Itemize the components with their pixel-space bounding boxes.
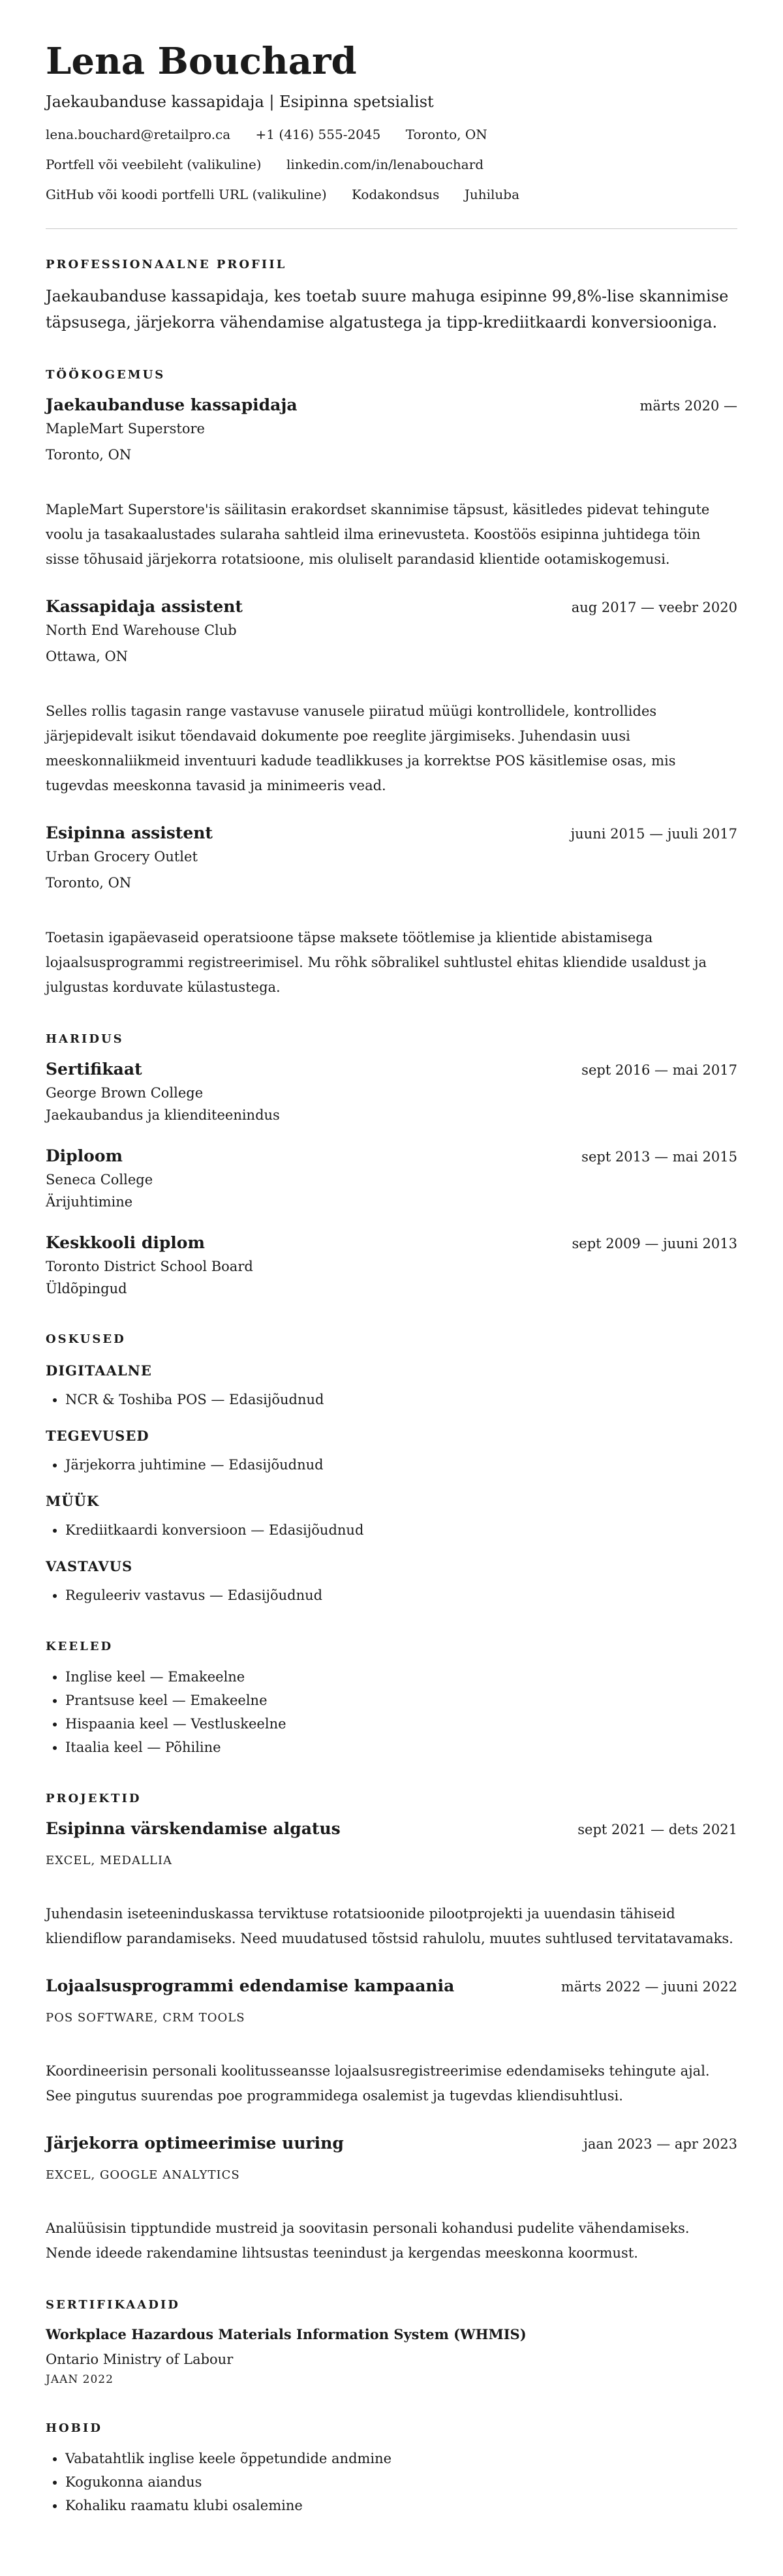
job-date: märts 2020 — [639,398,737,414]
school-name: George Brown College [46,1085,204,1101]
certification-date: JAAN 2022 [46,2373,114,2386]
experience-entry [46,595,737,798]
job-date: aug 2017 — veebr 2020 [571,600,737,615]
experience-section [46,368,737,1000]
job-location: Ottawa, ON [46,649,129,664]
project-date: märts 2022 — juuni 2022 [560,1979,737,1995]
skill-category: TEGEVUSED [46,1428,149,1444]
job-title: Jaekaubanduse kassapidaja [46,395,298,414]
school-name: Toronto District School Board [46,1259,253,1274]
language-item: • Hispaania keel — Vestluskeelne [65,1712,737,1736]
skill-item: • Järjekorra juhtimine — Edasijõudnud [65,1453,737,1477]
education-entry [46,1144,737,1213]
hobby-item: • Kogukonna aiandus [65,2470,737,2494]
contact-license: Juhiluba [464,187,519,202]
skill-item: • Krediitkaardi konversioon — Edasijõudnud [65,1518,737,1542]
job-description: MapleMart Superstore'is säilitasin erakordset skannimise täpsust, käsitledes pidevat tehingute voolu ja tasakaalustades sularaha sahtleid ilma erinevusteta. Koostöös esipinna juhtidega töin sisse tõhusaid järjekorra rotatsioone, mis oluliselt parandasid klientide ootamiskogemusi. [46,502,710,567]
project-date: sept 2021 — dets 2021 [577,1822,737,1837]
hobby-item: • Kohaliku raamatu klubi osalemine [65,2494,737,2517]
certifications-section [46,2298,737,2389]
degree-title: Diploom [46,1146,123,1165]
study-field: Jaekaubandus ja klienditeenindus [46,1107,280,1123]
hobbies-section [46,2421,737,2517]
degree-title: Keskkooli diplom [46,1233,205,1252]
skill-item: • Reguleeriv vastavus — Edasijõudnud [65,1584,737,1607]
language-item: • Prantsuse keel — Emakeelne [65,1689,737,1712]
contact-location: Toronto, ON [405,127,487,142]
project-tags: POS SOFTWARE, CRM TOOLS [46,2011,245,2025]
job-date: juuni 2015 — juuli 2017 [570,826,737,842]
hobby-list [46,2447,737,2517]
profile-text: Jaekaubanduse kassapidaja, kes toetab suure mahuga esipinne 99,8%-lise skannimise täpsusega, järjekorra vähendamise algatustega ja tipp-krediitkaardi konversiooniga. [46,287,729,331]
resume-header [46,38,737,205]
candidate-name: Lena Bouchard [46,40,357,83]
job-company: MapleMart Superstore [46,421,205,437]
project-description: Koordineerisin personali koolitusseansse lojaalsusregistreerimise edendamiseks tehingute ajal. See pingutus suurendas poe programmidega osalemist ja tugevdas kliendisuhtlusi. [46,2063,710,2104]
study-field: Üldõpingud [46,1281,127,1296]
project-title: Esipinna värskendamise algatus [46,1819,341,1838]
project-description: Analüüsisin tipptundide mustreid ja soovitasin personali kohandusi pudelite vähendamiseks. Nende ideede rakendamine lihtsustas teenindust ja kergendas meeskonna koormust. [46,2220,690,2261]
section-title: PROFESSIONAALNE PROFIIL [46,258,287,271]
skills-section [46,1332,737,1607]
project-title: Järjekorra optimeerimise uuring [46,2134,344,2153]
job-title: Kassapidaja assistent [46,597,243,616]
certification-org: Ontario Ministry of Labour [46,2352,234,2367]
job-location: Toronto, ON [46,447,132,463]
skill-item: • NCR & Toshiba POS — Edasijõudnud [65,1388,737,1411]
education-entry [46,1058,737,1126]
job-description: Toetasin igapäevaseid operatsioone täpse maksete töötlemise ja klientide abistamisega lojaalsusprogrammi registreerimisel. Mu rõhk sõbralikel suhtlustel ehitas kliendide usaldust ja julgustas korduvate külastustega. [46,930,707,995]
project-entry [46,2132,737,2265]
skill-list [46,1584,737,1607]
project-tags: EXCEL, GOOGLE ANALYTICS [46,2168,240,2182]
section-title: SERTIFIKAADID [46,2298,180,2312]
contact-email[interactable]: lena.bouchard@retailpro.ca [46,127,231,142]
job-company: North End Warehouse Club [46,622,237,638]
language-item: • Inglise keel — Emakeelne [65,1665,737,1689]
education-date: sept 2016 — mai 2017 [581,1062,737,1078]
contact-row-2 [46,154,737,175]
experience-entry [46,821,737,1000]
contact-linkedin[interactable]: linkedin.com/in/lenabouchard [286,157,484,172]
project-description: Juhendasin iseteeninduskassa terviktuse rotatsioonide pilootprojekti ja uuendasin tähiseid kliendiflow parandamiseks. Need muudatused tõstsid rahulolu, muutes suhtlused tervitatavamaks. [46,1906,733,1946]
skill-list [46,1388,737,1411]
header-divider [46,228,737,229]
section-title: PROJEKTID [46,1792,142,1805]
hobby-item: • Vabatahtlik inglise keele õppetundide andmine [65,2447,737,2470]
project-title: Lojaalsusprogrammi edendamise kampaania [46,1976,455,1995]
contact-citizenship: Kodakondsus [352,187,440,202]
education-entry [46,1231,737,1300]
contact-row-1 [46,124,737,145]
contact-phone[interactable]: +1 (416) 555-2045 [255,127,381,142]
project-date: jaan 2023 — apr 2023 [583,2136,737,2152]
contact-portfolio[interactable]: Portfell või veebileht (valikuline) [46,157,262,172]
project-entry [46,1974,737,2108]
section-title: HARIDUS [46,1032,124,1046]
education-section [46,1032,737,1300]
skill-category: VASTAVUS [46,1558,133,1574]
experience-entry [46,393,737,572]
degree-title: Sertifikaat [46,1060,142,1079]
skill-list [46,1518,737,1542]
certification-name: Workplace Hazardous Materials Information System (WHMIS) [46,2326,527,2342]
education-date: sept 2009 — juuni 2013 [572,1236,737,1251]
profile-section [46,258,737,335]
job-company: Urban Grocery Outlet [46,849,198,865]
skill-category: MÜÜK [46,1493,100,1509]
certification-entry [46,2323,737,2389]
language-item: • Itaalia keel — Põhiline [65,1736,737,1759]
section-title: HOBID [46,2421,102,2435]
job-title: Esipinna assistent [46,823,213,842]
project-entry [46,1817,737,1951]
education-date: sept 2013 — mai 2015 [581,1149,737,1165]
section-title: TÖÖKOGEMUS [46,368,166,382]
study-field: Ärijuhtimine [46,1194,133,1210]
job-description: Selles rollis tagasin range vastavuse vanusele piiratud müügi kontrollidele, kontrollides järjepidevalt isikut tõendavaid dokumente poe reeglite järgimiseks. Juhendasin uusi meeskonnaliikmeid inventuuri kadude teadlikkuses ja korrektse POS käsitlemise osas, mis tugevdas meeskonna tavasid ja minimeeris vead. [46,703,676,793]
contact-github[interactable]: GitHub või koodi portfelli URL (valikuline) [46,187,327,202]
language-list [46,1665,737,1759]
section-title: KEELED [46,1640,114,1653]
skill-list [46,1453,737,1477]
project-tags: EXCEL, MEDALLIA [46,1854,172,1867]
languages-section [46,1640,737,1759]
contact-row-3 [46,184,737,205]
projects-section [46,1792,737,2265]
job-location: Toronto, ON [46,875,132,891]
school-name: Seneca College [46,1172,153,1188]
candidate-tagline: Jaekaubanduse kassapidaja | Esipinna spetsialist [46,93,434,111]
section-title: OSKUSED [46,1332,126,1346]
skill-category: DIGITAALNE [46,1362,152,1379]
